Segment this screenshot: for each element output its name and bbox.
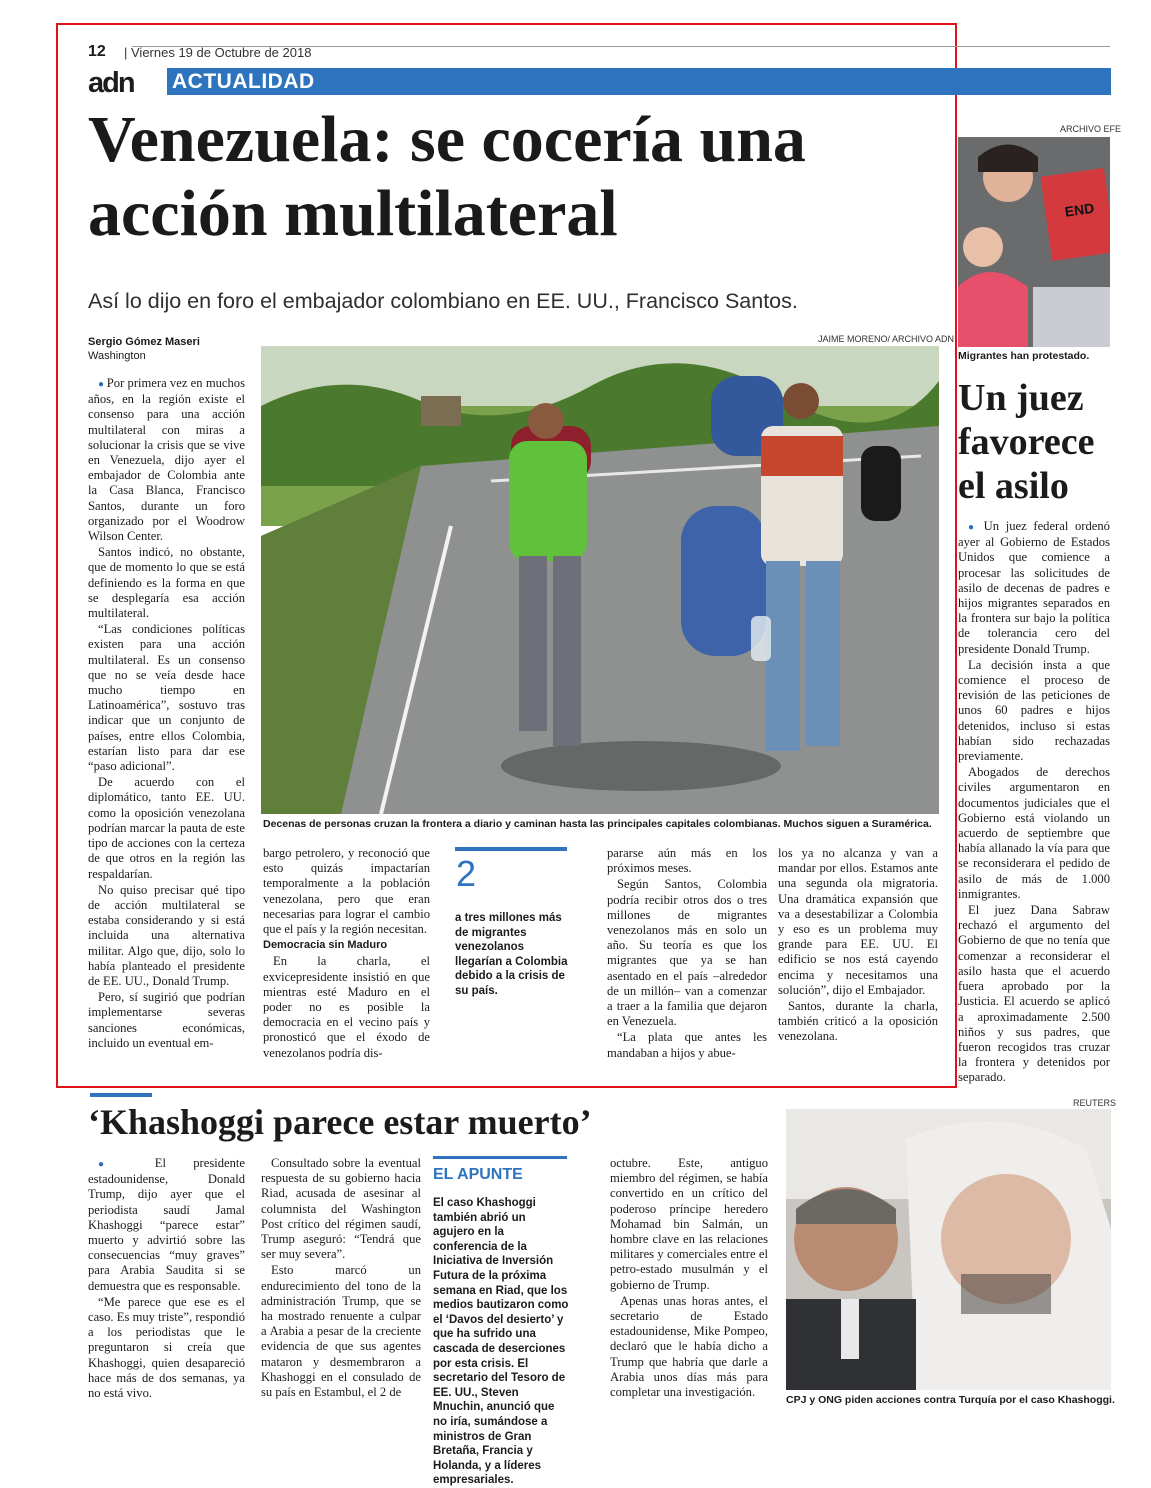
- khashoggi-paragraph: Esto marcó un endurecimiento del tono de la administración Trump, que se ha mostrado renuente a culpar a Arabia a pesar de la creciente evidencia de que sus agentes mataron y desmembraron a Khashoggi en el consulado de su país en Estambul, el 2 de: [261, 1263, 421, 1400]
- migrants-photo: [261, 346, 939, 814]
- article-paragraph: Según Santos, Colombia podría recibir otros dos o tres millones de migrantes venezolanos más en solo un año. Su teoría es que los migrantes que ya se han asentado en el país –alrededor de un millón– van a comenzar a traer a la familia que dejaron en Venezuela.: [607, 877, 767, 1029]
- article-paragraph: Pero, sí sugirió que podrían implementarse severas sanciones económicas, incluido un eventual em-: [88, 990, 245, 1050]
- article-paragraph: bargo petrolero, y reconoció que esto quizás impactarían temporalmente a la población venezolana, pero que eran necesarias para lograr el cambio que el país y la región necesitan.: [263, 846, 430, 937]
- article-paragraph: “La plata que antes les mandaban a hijos y abue-: [607, 1030, 767, 1060]
- section-label: ACTUALIDAD: [172, 70, 315, 93]
- sidebar-paragraph: Abogados de derechos civiles argumentaron en documentos judiciales que el Gobierno está violando un acuerdo de septiembre que había allanado la vía para que se reconsiderara el pedido de asilo de más de 1.000 inmigrantes.: [958, 765, 1110, 901]
- sidebar-headline: Un juez favorece el asilo: [958, 377, 1095, 507]
- photo-caption: Decenas de personas cruzan la frontera a diario y caminan hasta las principales capitales colombianas. Muchos siguen a Suramérica.: [263, 818, 932, 830]
- callout-bar: [455, 847, 567, 851]
- khashoggi-paragraph: Apenas unas horas antes, el secretario de Estado estadounidense, Mike Pompeo, declaró que le había dicho a Trump que habría que darle a Arabia unos días más para completar una investigación.: [610, 1293, 768, 1400]
- article-col-2: [263, 846, 430, 1062]
- page-number: 12: [88, 43, 106, 60]
- protest-sign-text: END: [1063, 199, 1096, 220]
- khashoggi-paragraph: Consultado sobre la eventual respuesta de su gobierno hacia Riad, acusada de asesinar al columnista del Washington Post crítico del régimen saudí, Trump aseguró: “Tendrá que ser muy severa”.: [261, 1156, 421, 1262]
- article-paragraph: los ya no alcanza y van a mandar por ellos. Estamos ante una segunda ola migratoria. Una dramática expansión que va a desestabilizar a Colombia y eso es un problema muy grande para EE. UU. El edificio se nos está cayendo encima y necesitamos una solución”, dijo el Embajador.: [778, 846, 938, 997]
- khashoggi-col-4: [610, 1156, 768, 1401]
- page-date: | Viernes 19 de Octubre de 2018: [124, 45, 312, 60]
- apunte-bar: [433, 1156, 567, 1159]
- article-paragraph: No quiso precisar qué tipo de acción multilateral se estaba considerando y si está incluida una alternativa militar. Algo que, dijo, solo lo había planteado el presidente de EE. UU., Donald Trump.: [88, 882, 245, 988]
- main-subtitle: Así lo dijo en foro el embajador colombiano en EE. UU., Francisco Santos.: [88, 289, 798, 313]
- article-paragraph: “Las condiciones políticas existen para una acción multilateral. Es un consenso que no se veía desde hace mucho tiempo en Latinoamérica”, sostuvo tras indicar que un conjunto de países, entre ellos Colombia, estarían listo para dar ese “paso adicional”.: [88, 622, 245, 774]
- khashoggi-paragraph: octubre. Este, antiguo miembro del régimen, se había convertido en un crítico del poderoso príncipe heredero Mohamad bin Salmán, un hombre clave en las relaciones militares y comerciales entre el petro-estado musulmán y el gobierno de Trump.: [610, 1156, 768, 1292]
- article-subhead: Democracia sin Maduro: [263, 939, 388, 952]
- sidebar-paragraph: El juez Dana Sabraw rechazó el argumento del Gobierno de que no tenía que comenzar a reconsiderar el asilo hasta que el acuerdo fuera aprobado por la Justicia. El acuerdo se aplicó a aproximadamente 2.500 niños y sus padres, que fueron recogidos tras cruzar la frontera y detenidos por separado.: [958, 903, 1110, 1085]
- article-paragraph: pararse aún más en los próximos meses.: [607, 846, 767, 876]
- protest-photo: [958, 137, 1110, 347]
- apunte-title: EL APUNTE: [433, 1166, 523, 1183]
- sidebar-photo-caption: Migrantes han protestado.: [958, 350, 1090, 362]
- khashoggi-col-1: [88, 1156, 245, 1402]
- article-col-3: [607, 846, 767, 1062]
- khashoggi-photo-illustration: [786, 1109, 1111, 1390]
- protest-photo-illustration: [958, 137, 1110, 347]
- article-paragraph: En la charla, el exvicepresidente insistió en que mientras esté Maduro en el poder no es posible la democracia en el vecino país y pronosticó que el éxodo de venezolanos podría dis-: [263, 954, 430, 1060]
- khashoggi-col-2: [261, 1156, 421, 1401]
- apunte-text: El caso Khashoggi también abrió un agujero en la conferencia de la Iniciativa de Inversión Futura de la próxima semana en Riad, que los medios bautizaron como el ‘Davos del desierto’ y que ha sufrido una cascada de deserciones por esta crisis. El secretario del Tesoro de EE. UU., Steven Mnuchin, anunció que no iría, sumándose a ministros de Gran Bretaña, Francia y Holanda, y a líderes empresariales.: [433, 1197, 569, 1487]
- sidebar-paragraph: La decisión insta a que comience el proceso de revisión de las peticiones de unos 60 padres e hijos detenidos, incluso si estas habían sido rechazadas previamente.: [958, 657, 1110, 764]
- article-paragraph: Santos indicó, no obstante, que de momento lo que se está definiendo es la forma en que se desplegaría esa acción multilateral.: [88, 545, 245, 621]
- khashoggi-paragraph: “Me parece que ese es el caso. Es muy triste”, respondió a los periodistas que le preguntaron si creía que Khashoggi, quien desapareció hace más de dos semanas, ya no está vivo.: [88, 1294, 245, 1401]
- khashoggi-photo-caption: CPJ y ONG piden acciones contra Turquía por el caso Khashoggi.: [786, 1394, 1115, 1406]
- khashoggi-paragraph: ● El presidente estadounidense, Donald Trump, dijo ayer que el periodista saudí Jamal Khashoggi “parece estar” muerto y advirtió sobre las consecuencias “muy graves” para Arabia Saudita si se demuestra que es responsable.: [88, 1156, 245, 1294]
- khashoggi-tab: [90, 1093, 152, 1097]
- author-city: Washington: [88, 350, 146, 362]
- article-paragraph: Santos, durante la charla, también criticó a la oposición venezolana.: [778, 999, 938, 1044]
- sidebar-paragraph: ● Un juez federal ordenó ayer al Gobierno de Estados Unidos que comience a procesar las solicitudes de asilo de decenas de padres e hijos migrantes separados en la frontera sur bajo la política de tolerancia cero del presidente Donald Trump.: [958, 519, 1110, 657]
- khashoggi-photo: [786, 1109, 1111, 1390]
- sidebar-photo-credit: ARCHIVO EFE: [1060, 124, 1122, 134]
- migrants-photo-illustration: [261, 346, 939, 814]
- callout-number: 2: [456, 853, 477, 894]
- khashoggi-photo-credit: REUTERS: [1073, 1098, 1117, 1108]
- callout-text: a tres millones más de migrantes venezolanos llegarían a Colombia debido a la crisis de su país.: [455, 912, 568, 997]
- article-col-4: [778, 846, 938, 1046]
- sidebar-body: [958, 519, 1110, 1087]
- main-headline: Venezuela: se cocería una acción multilateral: [88, 103, 806, 250]
- adn-logo: adn: [88, 67, 134, 99]
- photo-credit: JAIME MORENO/ ARCHIVO ADN: [818, 334, 955, 344]
- article-col-1: [88, 376, 245, 1052]
- article-paragraph: ● Por primera vez en muchos años, en la región existe el consenso para una acción multilateral con miras a solucionar la crisis que se vive en Venezuela, dijo ayer el embajador de Colombia ante la Casa Blanca, Francisco Santos, durante un foro organizado por el Woodrow Wilson Center.: [88, 376, 245, 544]
- article-paragraph: De acuerdo con el diplomático, tanto EE. UU. como la oposición venezolana podrían marcar la pauta de este tipo de acciones con la certeza de que otros en la región las respaldarían.: [88, 775, 245, 881]
- khashoggi-headline: ‘Khashoggi parece estar muerto’: [88, 1102, 592, 1142]
- author: Sergio Gómez Maseri: [88, 336, 200, 348]
